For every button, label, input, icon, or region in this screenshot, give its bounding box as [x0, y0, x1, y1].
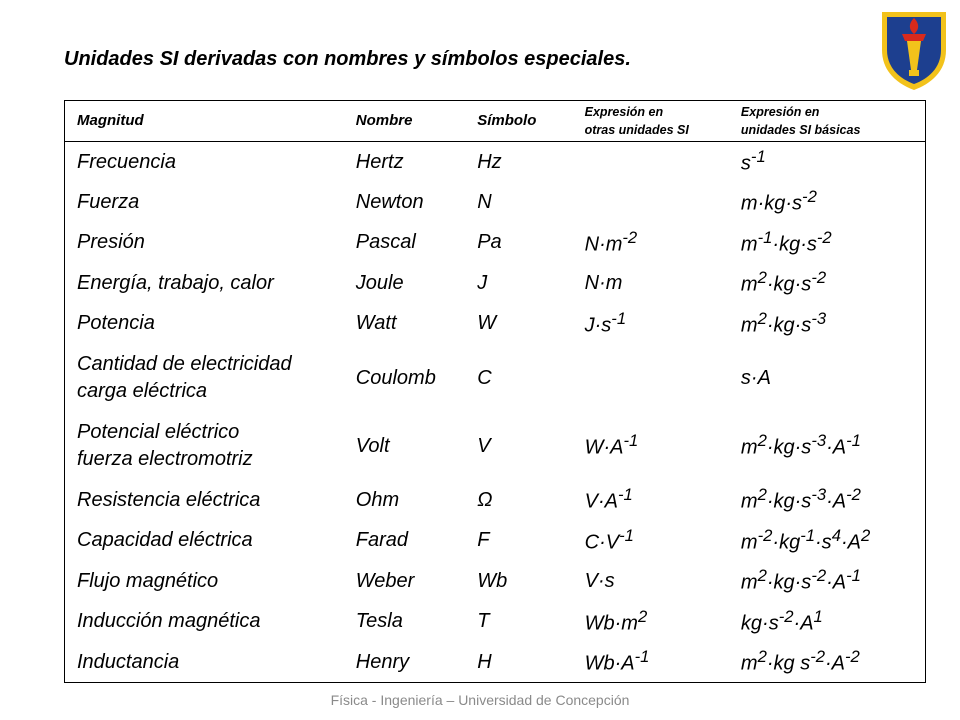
magnitud-line: Resistencia eléctrica [77, 488, 261, 511]
table-row [65, 182, 926, 223]
cell-simbolo: Ω [477, 488, 493, 511]
cell-nombre: Ohm [355, 488, 400, 511]
cell-expresion-otras: N·m [584, 271, 623, 294]
header-expresion-otras-line-1: Expresión en [584, 104, 664, 119]
cell-simbolo: Wb [477, 569, 508, 592]
table-row [65, 602, 926, 643]
cell-magnitud [65, 263, 344, 304]
cell-simbolo: W [477, 312, 497, 335]
cell-expresion-basicas: $m^2\cdot kg\cdot s^{-2}$ [740, 268, 827, 297]
cell-simbolo: F [477, 529, 490, 552]
cell-nombre: Hertz [355, 150, 404, 173]
cell-expresion-otras: $V\cdot A^{-1}$ [584, 485, 633, 514]
cell-simbolo: T [477, 610, 490, 633]
table-row [65, 412, 926, 480]
magnitud-line: Cantidad de electricidad [77, 353, 292, 375]
cell-simbolo: V [477, 434, 491, 457]
cell-expresion-otras [573, 142, 729, 183]
cell-expresion-basicas: $m^2\cdot kg\cdot s^{-3}$ [740, 308, 827, 337]
university-crest-icon [878, 8, 950, 92]
cell-simbolo: N [477, 190, 492, 213]
magnitud-line: fuerza electromotriz [77, 448, 253, 470]
cell-expresion-otras: $J\cdot s^{-1}$ [584, 308, 627, 337]
header-simbolo: Símbolo [477, 111, 537, 129]
cell-expresion-basicas: $s^{-1}$ [740, 147, 766, 175]
table-row [65, 480, 926, 521]
cell-expresion-basicas: $m^2\cdot kg$ $s^{-2}\cdot A^{-2}$ [740, 647, 860, 675]
cell-magnitud [65, 561, 344, 602]
header-nombre: Nombre [355, 111, 413, 129]
header-magnitud: Magnitud [77, 111, 144, 129]
cell-expresion-basicas: $m^{-2}\cdot kg^{-1}\cdot s^4\cdot A^2$ [740, 525, 871, 554]
cell-simbolo: J [477, 271, 488, 294]
cell-nombre: Tesla [355, 610, 403, 633]
cell-expresion-basicas: $m^2\cdot kg\cdot s^{-2}\cdot A^{-1}$ [740, 566, 861, 595]
header-expresion-otras-line-2: otras unidades SI [584, 123, 689, 137]
header-expresion-basicas [729, 101, 926, 142]
magnitud-line: Potencial eléctrico [77, 421, 240, 443]
table-body [65, 142, 926, 683]
magnitud-line: Presión [77, 231, 145, 254]
cell-nombre: Pascal [355, 231, 416, 254]
footer-text: Física - Ingeniería – Universidad de Concepción [330, 692, 630, 708]
header-expresion-basicas-line-2: unidades SI básicas [740, 123, 861, 137]
cell-expresion-otras: $C\cdot V^{-1}$ [584, 525, 634, 554]
magnitud-line: Capacidad eléctrica [77, 529, 253, 552]
magnitud-line: Frecuencia [77, 150, 176, 173]
si-units-table [64, 100, 926, 683]
table-row [65, 223, 926, 264]
cell-magnitud [65, 344, 344, 412]
cell-magnitud [65, 182, 344, 223]
cell-magnitud [65, 602, 344, 643]
cell-expresion-basicas: $m^{-1}\cdot kg\cdot s^{-2}$ [740, 227, 832, 256]
cell-nombre: Coulomb [355, 366, 436, 389]
cell-nombre: Weber [355, 569, 415, 592]
cell-magnitud [65, 521, 344, 562]
magnitud-line: carga eléctrica [77, 380, 208, 402]
magnitud-line: Inducción magnética [77, 610, 261, 633]
cell-expresion-basicas: $m^2\cdot kg\cdot s^{-3}\cdot A^{-2}$ [740, 485, 861, 514]
slide-title: Unidades SI derivadas con nombres y símbolos especiales. [64, 48, 631, 70]
cell-simbolo: Pa [477, 231, 502, 254]
magnitud-line: Potencia [77, 312, 155, 335]
magnitud-line: Fuerza [77, 190, 140, 213]
table-header-row [65, 101, 926, 142]
cell-magnitud [65, 223, 344, 264]
table-row [65, 642, 926, 683]
cell-expresion-otras: $W\cdot A^{-1}$ [584, 431, 639, 459]
table-row [65, 142, 926, 183]
cell-expresion-basicas: $m^2\cdot kg\cdot s^{-3}\cdot A^{-1}$ [740, 431, 861, 459]
cell-expresion-otras [573, 344, 729, 412]
cell-magnitud [65, 642, 344, 683]
table-row [65, 561, 926, 602]
table-row [65, 263, 926, 304]
cell-nombre: Henry [355, 650, 410, 673]
header-expresion-basicas-line-1: Expresión en [740, 104, 820, 119]
cell-magnitud [65, 304, 344, 345]
cell-magnitud [65, 412, 344, 480]
cell-simbolo: C [477, 366, 492, 389]
cell-nombre: Volt [355, 434, 390, 457]
cell-expresion-basicas: s·A [740, 366, 771, 389]
table-row [65, 344, 926, 412]
magnitud-line: Energía, trabajo, calor [77, 271, 274, 294]
cell-nombre: Newton [355, 190, 424, 213]
cell-expresion-otras: $Wb\cdot A^{-1}$ [584, 647, 650, 675]
table-row [65, 521, 926, 562]
cell-nombre: Farad [355, 529, 409, 552]
cell-magnitud [65, 480, 344, 521]
cell-expresion-basicas: $kg\cdot s^{-2}\cdot A^1$ [740, 606, 823, 635]
cell-simbolo: Hz [477, 150, 502, 173]
cell-expresion-otras: $Wb\cdot m^2$ [584, 606, 648, 635]
header-expresion-otras [573, 101, 729, 142]
cell-magnitud [65, 142, 344, 183]
magnitud-line: Flujo magnético [77, 569, 219, 592]
cell-expresion-otras: $N\cdot m^{-2}$ [584, 227, 638, 256]
cell-expresion-otras [573, 182, 729, 223]
cell-simbolo: H [477, 650, 492, 673]
cell-expresion-basicas: $m\cdot kg\cdot s^{-2}$ [740, 187, 817, 216]
cell-nombre: Watt [355, 312, 397, 335]
table-row [65, 304, 926, 345]
cell-nombre: Joule [355, 271, 404, 294]
cell-expresion-otras: V·s [584, 569, 615, 592]
magnitud-line: Inductancia [77, 650, 180, 673]
